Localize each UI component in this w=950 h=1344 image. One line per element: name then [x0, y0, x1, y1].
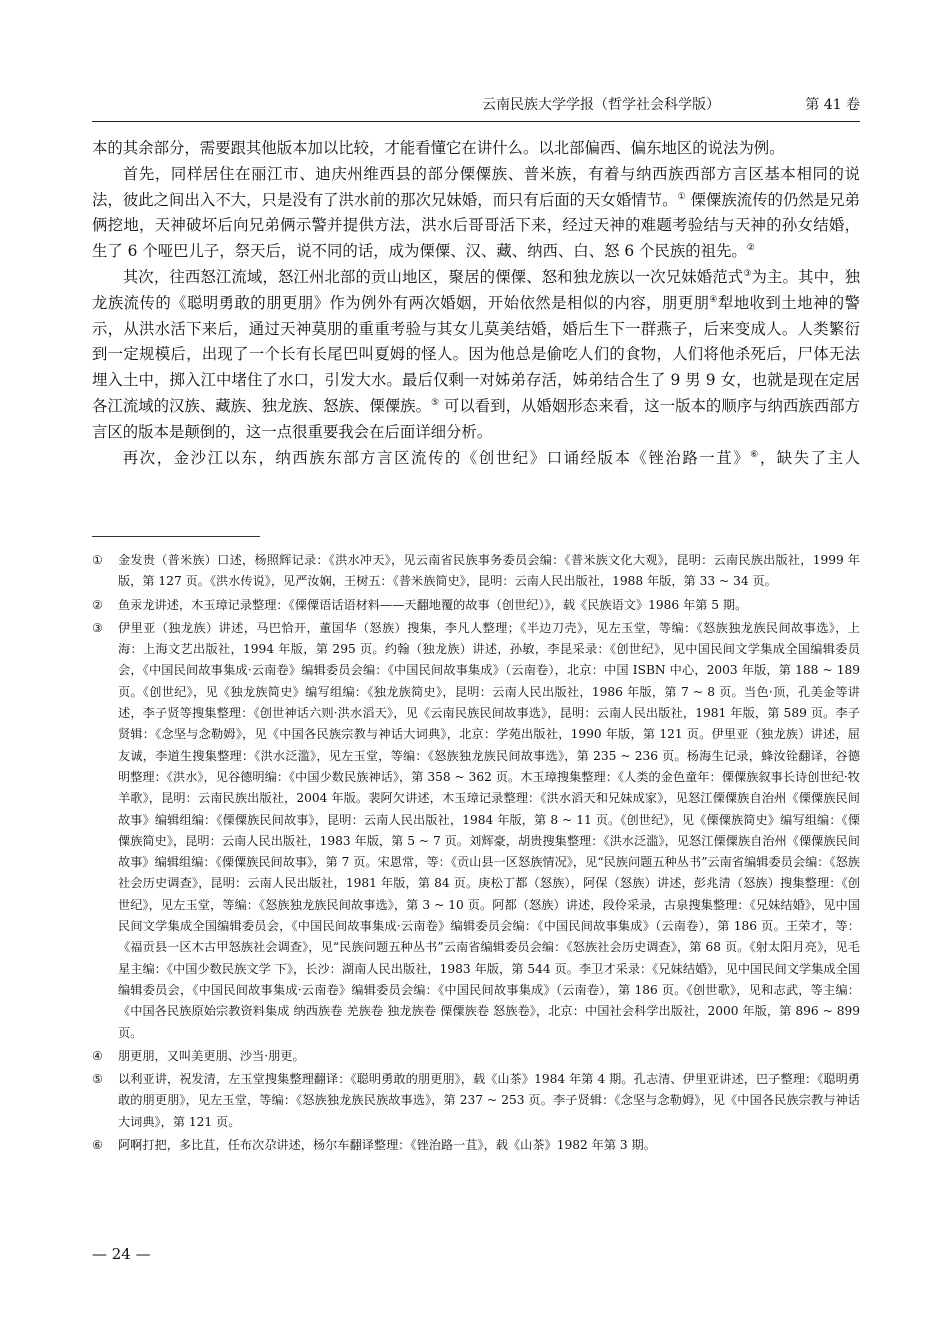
footnote-mark: ③	[92, 620, 103, 635]
main-text	[92, 136, 860, 471]
page-number: — 24 —	[92, 1245, 151, 1263]
paragraph-continued: 本的其余部分，需要跟其他版本加以比较，才能看懂它在讲什么。以北部偏西、偏东地区的说法为例。	[92, 139, 785, 157]
footnote-1	[92, 550, 860, 593]
footnote-2	[92, 595, 860, 616]
footnote-ref-2[interactable]: ②	[746, 243, 755, 254]
running-header	[92, 96, 860, 118]
footnote-text: 鱼汞龙讲述，木玉璋记录整理：《傈僳语话语材料——天翻地覆的故事（创世纪）》，载《民族语文》1986 年第 5 期。	[118, 597, 748, 612]
footnote-text: 阿啊打把，多比苴，任布次尕讲述，杨尔车翻译整理：《锉治路一苴》，载《山茶》1982 年第 3 期。	[118, 1138, 656, 1153]
footnote-mark: ⑥	[92, 1138, 103, 1153]
footnote-divider	[92, 536, 260, 537]
footnotes	[92, 550, 860, 1158]
journal-title: 云南民族大学学报（哲学社会科学版）	[482, 97, 720, 113]
footnote-5	[92, 1069, 860, 1133]
footnote-text: 金发贵（普米族）口述，杨照辉记录：《洪水冲天》，见云南省民族事务委员会编：《普米族文化大观》，昆明：云南民族出版社，1999 年版，第 127 页。《洪水传说》，见严汝娴，王树五：《普米族简史》，昆明：云南人民出版社，1988 年版，第 33 ~ 34 页。	[118, 553, 860, 589]
footnote-6	[92, 1135, 860, 1156]
footnote-ref-1[interactable]: ①	[677, 191, 686, 202]
footnote-text: 伊里亚（独龙族）讲述，马巴恰开，董国华（怒族）搜集，李凡人整理；《半边刀壳》，见左玉堂，等编：《怒族独龙族民间故事选》，上海：上海文艺出版社，1994 年版，第 295 页。约翰（独龙族）讲述，孙敏，李昆采录：《创世纪》，见中国民间文学集成全国编辑委员会，《中国民间故事集成·云南卷》编辑委员会编：《中国民间故事集成》（云南卷），北京：中国 ISBN 中心，2003 年版，第 188 ~ 189 页。《创世纪》，见《独龙族简史》编写组编：《独龙族简史》，昆明：云南人民出版社，1986 年版，第 7 ~ 8 页。当色·顶，孔美金等讲述，李子贤等搜集整理：《创世神话六则·洪水滔天》，见《云南民族民间故事选》，昆明：云南人民出版社，1981 年版，第 589 页。李子贤辑：《念坚与念勒姆》，见《中国各民族宗教与神话大词典》，北京：学苑出版社，1990 年版，第 121 页。伊里亚（独龙族）讲述，屈友诚，李道生搜集整理：《洪水泛滥》，见左玉堂，等编：《怒族独龙族民间故事选》，第 235 ~ 236 页。杨海生记录，蜂汝铨翻译，谷德明整理：《洪水》，见谷德明编：《中国少数民族神话》，第 358 ~ 362 页。木玉璋搜集整理：《人类的金色童年：傈僳族叙事长诗创世纪·牧羊歌》，昆明：云南民族出版社，2004 年版。裴阿欠讲述，木玉璋记录整理：《洪水滔天和兄妹成家》，见怒江傈僳族自治州《傈僳族民间故事》编辑组编：《傈僳族民间故事》，昆明：云南人民出版社，1984 年版，第 8 ~ 11 页。《创世纪》，见《傈僳族简史》编写组编：《傈僳族简史》，昆明：云南人民出版社，1983 年版，第 5 ~ 7 页。刘辉豪，胡贵搜集整理：《洪水泛滥》，见怒江傈僳族自治州《傈僳族民间故事》编辑组编：《傈僳族民间故事》，第 7 页。宋恩常，等：《贡山县一区怒族情况》，见“民族问题五种丛书”云南省编辑委员会编：《怒族社会历史调查》，昆明：云南人民出版社，1981 年版，第 84 页。庚松丁都（怒族），阿保（怒族）讲述，彭兆清（怒族）搜集整理：《创世纪》，见左玉堂，等编：《怒族独龙族民间故事选》，第 3 ~ 10 页。阿都（怒族）讲述，段伶采录，古泉搜集整理：《兄妹结婚》，见中国民间文学集成全国编辑委员会，《中国民间故事集成·云南卷》编辑委员会编：《中国民间故事集成》（云南卷），第 186 页。王荣才，等：《福贡县一区木古甲怒族社会调查》，见“民族问题五种丛书”云南省编辑委员会编：《怒族社会历史调查》，第 68 页。《射太阳月亮》，见毛星主编：《中国少数民族文学 下》，长沙：湖南人民出版社，1983 年版，第 544 页。李卫才采录：《兄妹结婚》，见中国民间文学集成全国编辑委员会，《中国民间故事集成·云南卷》编辑委员会编：《中国民间故事集成》（云南卷），第 186 页。《创世歌》，见和志武，等主编：《中国各民族原始宗教资料集成 纳西族卷 羌族卷 独龙族卷 傈僳族卷 怒族卷》，北京：中国社会科学出版社，2000 年版，第 896 ~ 899 页。	[118, 620, 860, 1040]
footnote-text: 朋更朋，又叫美更朋、沙当·朋更。	[118, 1048, 305, 1063]
footnote-4	[92, 1046, 860, 1067]
footnote-ref-4[interactable]: ④	[709, 294, 718, 305]
footnote-ref-3[interactable]: ③	[743, 268, 752, 279]
footnote-3	[92, 618, 860, 1044]
footnote-mark: ④	[92, 1048, 103, 1063]
paragraph-third: 再次，金沙江以东，纳西族东部方言区流传的《创世纪》口诵经版本《锉治路一苴》⑥，缺失了主人	[122, 448, 860, 467]
paragraph-first: 首先，同样居住在丽江市、迪庆州维西县的部分傈僳族、普米族，有着与纳西族西部方言区基本相同的说法，彼此之间出入不大，只是没有了洪水前的那次兄妹婚，而只有后面的天女婚情节。① 傈僳族流传的仍然是兄弟俩挖地，天神破坏后向兄弟俩示警并提供方法，洪水后哥哥活下来，经过天神的难题考验结与天神的孙女结婚，生了 6 个哑巴儿子，祭天后，说不同的话，成为傈僳、汉、藏、纳西、白、怒 6 个民族的祖先。②	[92, 164, 860, 261]
footnote-mark: ⑤	[92, 1072, 103, 1087]
header-divider	[92, 121, 860, 122]
volume-number: 第 41 卷	[805, 97, 860, 113]
footnote-text: 以利亚讲，祝发清，左玉堂搜集整理翻译：《聪明勇敢的朋更朋》，载《山茶》1984 年第 4 期。孔志清、伊里亚讲述，巴子整理：《聪明勇敢的朋更朋》，见左玉堂，等编：《怒族独龙族民族故事选》，第 237 ~ 253 页。李子贤辑：《念坚与念勒姆》，见《中国各民族宗教与神话大词典》，第 121 页。	[118, 1072, 860, 1129]
footnote-mark: ①	[92, 553, 103, 567]
paragraph-second: 其次，往西怒江流域，怒江州北部的贡山地区，聚居的傈僳、怒和独龙族以一次兄妹婚范式③为主。其中，独龙族流传的《聪明勇敢的朋更朋》作为例外有两次婚姻，开始依然是相似的内容，朋更朋④犁地收到土地神的警示，从洪水活下来后，通过天神莫朋的重重考验与其女儿莫美结婚，婚后生下一群燕子，后来变成人。人类繁衍到一定规模后，出现了一个长有长尾巴叫夏姆的怪人。因为他总是偷吃人们的食物，人们将他杀死后，尸体无法埋入土中，掷入江中堵住了水口，引发大水。最后仅剩一对姊弟存活，姊弟结合生了 9 男 9 女，也就是现在定居各江流域的汉族、藏族、独龙族、怒族、傈僳族。⑤ 可以看到，从婚姻形态来看，这一版本的顺序与纳西族西部方言区的版本是颠倒的，这一点很重要我会在后面详细分析。	[92, 267, 860, 441]
footnote-ref-5[interactable]: ⑤	[430, 397, 440, 408]
footnote-mark: ②	[92, 597, 103, 612]
footnote-ref-6[interactable]: ⑥	[750, 449, 760, 460]
